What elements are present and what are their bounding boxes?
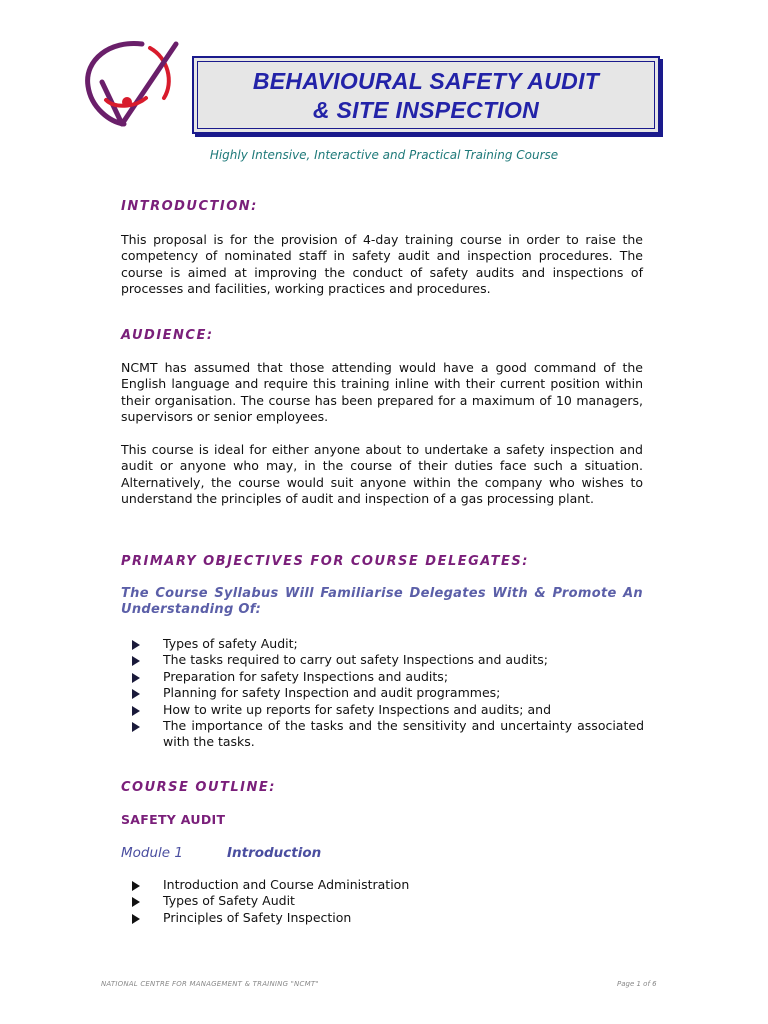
list-item: How to write up reports for safety Inspections and audits; and [132, 702, 644, 718]
list-item: The importance of the tasks and the sensitivity and uncertainty associated with the tasks. [132, 718, 644, 751]
list-item: Planning for safety Inspection and audit programmes; [132, 685, 644, 701]
audience-paragraph-2: This course is ideal for either anyone about to undertake a safety inspection and audit or anyone who may, in the course of their duties face such a situation. Alternatively, the course would suit anyone within the company who wishes to understand the principles of audit and inspection of a gas processing plant. [121, 442, 643, 507]
list-item: Types of Safety Audit [132, 893, 644, 909]
footer-page-number: Page 1 of 6 [617, 980, 657, 988]
bullet-arrow-icon [132, 897, 140, 907]
module-1-list [132, 877, 644, 926]
introduction-heading: INTRODUCTION: [121, 199, 258, 214]
audience-heading: AUDIENCE: [121, 328, 214, 343]
list-item: Introduction and Course Administration [132, 877, 644, 893]
ncmt-logo [80, 38, 180, 130]
subtitle: Highly Intensive, Interactive and Practical Training Course [209, 148, 559, 162]
safety-audit-heading: SAFETY AUDIT [121, 812, 226, 827]
bullet-arrow-icon [132, 914, 140, 924]
document-title-line-1: BEHAVIOURAL SAFETY AUDIT [252, 68, 600, 94]
list-item: The tasks required to carry out safety Inspections and audits; [132, 652, 644, 668]
course-outline-heading: COURSE OUTLINE: [121, 780, 276, 795]
introduction-text: This proposal is for the provision of 4-day training course in order to raise the competency of nominated staff in safety audit and inspection procedures. The course is aimed at improving the conduct of safety audits and inspections of processes and facilities, working practices and procedures. [121, 232, 643, 297]
list-item: Principles of Safety Inspection [132, 910, 644, 926]
bullet-arrow-icon [132, 881, 140, 891]
title-box [192, 56, 660, 134]
audience-paragraph-1: NCMT has assumed that those attending would have a good command of the English language and require this training inline with their current position within their organisation. The course has been prepared for a maximum of 10 managers, supervisors or senior employees. [121, 360, 643, 425]
list-item: Preparation for safety Inspections and audits; [132, 669, 644, 685]
footer-organisation: NATIONAL CENTRE FOR MANAGEMENT & TRAINING "NCMT" [101, 980, 319, 988]
objectives-heading: PRIMARY OBJECTIVES FOR COURSE DELEGATES: [121, 554, 529, 569]
document-title-line-2: & SITE INSPECTION [312, 97, 540, 123]
bullet-arrow-icon [132, 722, 140, 732]
bullet-arrow-icon [132, 656, 140, 666]
objectives-subheading: The Course Syllabus Will Familiarise Delegates With & Promote An Understanding Of: [121, 586, 643, 617]
objectives-list [132, 636, 644, 751]
bullet-arrow-icon [132, 640, 140, 650]
list-item: Types of safety Audit; [132, 636, 644, 652]
module-title: Introduction [227, 845, 322, 861]
bullet-arrow-icon [132, 706, 140, 716]
bullet-arrow-icon [132, 689, 140, 699]
module-label: Module 1 [121, 845, 183, 861]
bullet-arrow-icon [132, 673, 140, 683]
